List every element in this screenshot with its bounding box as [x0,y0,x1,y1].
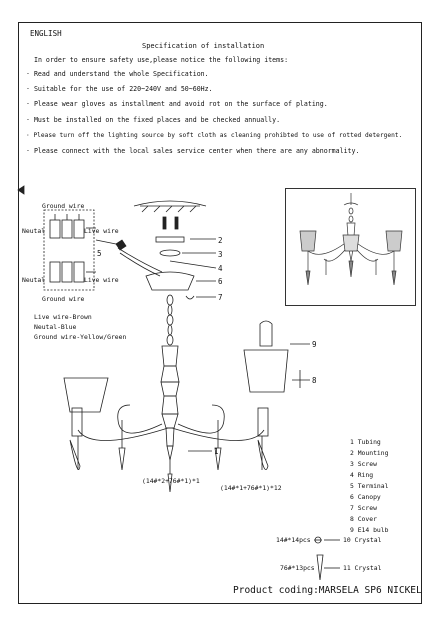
neutral-bottom-label: Neutal [22,276,46,284]
crystal-11-label: 11 Crystal [343,564,382,572]
callout-2: 2 [218,236,223,245]
part-item: 6 Canopy [350,493,381,501]
left-arm-crystal-label: (14#*2+76#*1)*1 [142,477,200,485]
instruction-line: · Please turn off the lighting source by soft cloth as cleaning prohibted to use of rotted detergent. [26,132,403,139]
live-wire-top-label: Live wire [84,227,119,235]
part-item: 3 Screw [350,460,377,468]
part-item: 8 Cover [350,515,377,523]
language-label: ENGLISH [30,29,62,38]
part-item: 5 Terminal [350,482,389,490]
callout-3: 3 [218,250,223,259]
callout-1: 1 [214,447,219,456]
callout-7: 7 [218,293,223,302]
callout-5: 5 [97,249,102,258]
ground-wire-bottom-label: Ground wire [42,295,85,303]
instruction-intro: In order to ensure safety use,please notice the following items: [34,56,289,64]
crystal-10-qty: 14#*14pcs [276,536,311,544]
callout-6: 6 [218,277,223,286]
chandelier-photo-sketch [286,189,417,307]
wire-color-legend: Ground wire-Yellow/Green [34,333,127,341]
instruction-line: · Please connect with the local sales service center when there are any abnormality. [26,147,360,155]
wire-color-legend: Live wire-Brown [34,313,92,321]
product-photo [285,188,416,306]
instruction-line: · Read and understand the whole Specification. [26,70,209,78]
part-item: 7 Screw [350,504,377,512]
ground-wire-top-label: Ground wire [42,202,85,210]
live-wire-bottom-label: Live wire [84,276,119,284]
wire-color-legend: Neutal-Blue [34,323,77,331]
neutral-top-label: Neutal [22,227,46,235]
instruction-line: · Suitable for the use of 220~240V and 50~60Hz. [26,85,213,93]
callout-9: 9 [312,340,317,349]
page-title: Specification of installation [142,42,265,50]
instruction-line: · Please wear gloves as installment and avoid rot on the surface of plating. [26,100,328,108]
instruction-line: · Must be installed on the fixed places and be checked annually. [26,116,281,124]
part-item: 1 Tubing [350,438,381,446]
crystal-11-qty: 76#*13pcs [280,564,315,572]
right-arm-crystal-label: (14#*1+76#*1)*12 [220,484,282,492]
part-item: 2 Mounting [350,449,389,457]
callout-8: 8 [312,376,317,385]
product-coding: Product coding:MARSELA SP6 NICKEL [233,585,422,596]
crystal-10-label: 10 Crystal [343,536,382,544]
part-item: 4 Ring [350,471,374,479]
callout-4: 4 [218,264,223,273]
part-item: 9 E14 bulb [350,526,389,534]
